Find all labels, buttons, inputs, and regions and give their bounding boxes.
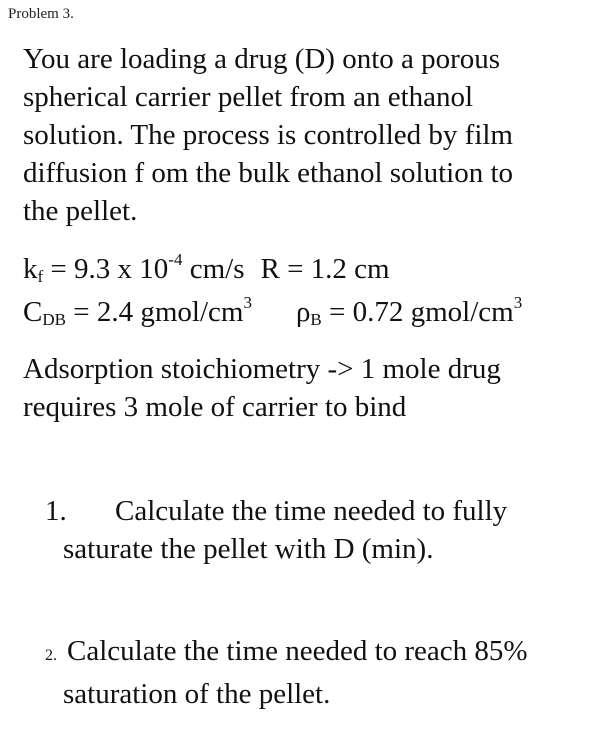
- intro-line: the pellet.: [23, 195, 138, 227]
- intro-line: solution. The process is controlled by film: [23, 119, 513, 151]
- question-line: saturate the pellet with D (min).: [63, 533, 434, 565]
- adsorption-statement: [23, 350, 598, 426]
- question-number: 1.: [45, 495, 67, 527]
- intro-line: spherical carrier pellet from an ethanol: [23, 81, 474, 113]
- radius-parameter: R = 1.2 cm: [260, 253, 390, 285]
- rho-parameter: $\rho_B = 0.72$ gmol/$cm^3$: [295, 293, 523, 329]
- intro-line: You are loading a drug (D) onto a porous: [23, 43, 501, 75]
- question-number: 2.: [45, 647, 57, 664]
- kf-parameter: $k_f = 9.3$ x $10^{-4}$ cm/s: [23, 250, 245, 286]
- adsorption-line: requires 3 mole of carrier to bind: [23, 391, 407, 423]
- params-line-1: [23, 250, 598, 288]
- question-line: Calculate the time needed to reach 85%: [67, 635, 528, 667]
- adsorption-line: Adsorption stoichiometry -> 1 mole drug: [23, 353, 501, 385]
- params-line-2: [23, 293, 598, 331]
- problem-label: Problem 3.: [8, 6, 74, 22]
- question-1: [45, 492, 585, 568]
- question-line: Calculate the time needed to fully: [115, 495, 508, 527]
- intro-line: diffusion f om the bulk ethanol solution to: [23, 157, 514, 189]
- cdb-parameter: $C_{DB} = 2.4$ gmol/$cm^3$: [23, 293, 252, 329]
- question-2: [45, 632, 600, 713]
- problem-intro: [23, 40, 598, 230]
- question-line: saturation of the pellet.: [63, 678, 331, 710]
